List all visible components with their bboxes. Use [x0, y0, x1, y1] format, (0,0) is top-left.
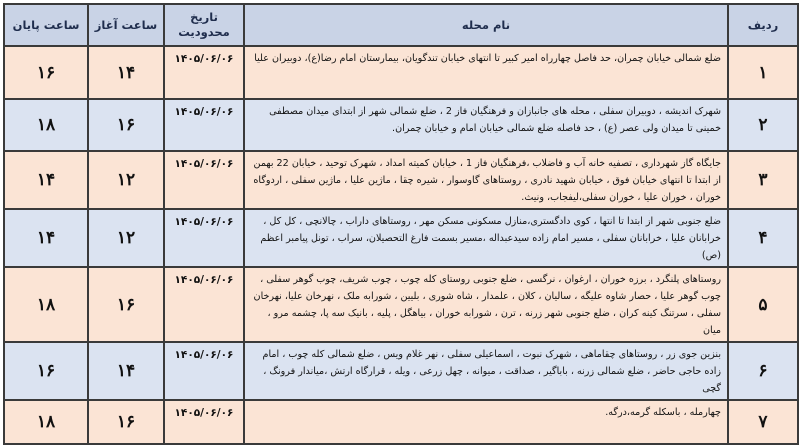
header-area: نام محله: [244, 4, 728, 46]
end-hour: ۱۶: [4, 46, 88, 99]
end-hour: ۱۴: [4, 209, 88, 267]
restriction-date: ۱۴۰۵/۰۶/۰۶: [164, 151, 244, 209]
area-description: شهرک اندیشه ، دوبیران سفلی ، محله های جانبازان و فرهنگیان فاز 2 ، ضلع شمالی شهر از ابتدای میدان مصطفی خمینی تا میدان ولی عصر (ع) ، حد فاصله ضلع شمالی خیابان امام و خیابان چمران.: [244, 99, 728, 151]
start-hour: ۱۲: [88, 151, 164, 209]
end-hour: ۱۸: [4, 400, 88, 444]
table-row: [4, 342, 798, 400]
table-row: [4, 400, 798, 444]
header-date: تاریخ محدودیت: [164, 4, 244, 46]
row-number: ۶: [728, 342, 798, 400]
table-row: [4, 99, 798, 151]
restriction-date: ۱۴۰۵/۰۶/۰۶: [164, 209, 244, 267]
area-description: بنزین جوی زر ، روستاهای چقاماهی ، شهرک نبوت ، اسماعیلی سفلی ، نهر غلام ویس ، ضلع شمالی کله چوب ، امام زاده حاجی حاضر ، ضلع شمالی زرنه ، باباگیر ، صداقت ، میوانه ، چهل زرعی ، ویله ، قرارگاه ارتش ،میاندار فرونگ ، گچی: [244, 342, 728, 400]
area-description: چهارمله ، باسکله گرمه،درگه.: [244, 400, 728, 444]
header-end: ساعت پایان: [4, 4, 88, 46]
row-number: ۳: [728, 151, 798, 209]
start-hour: ۱۶: [88, 267, 164, 342]
end-hour: ۱۸: [4, 267, 88, 342]
restriction-date: ۱۴۰۵/۰۶/۰۶: [164, 267, 244, 342]
outage-schedule: [3, 3, 797, 432]
end-hour: ۱۴: [4, 151, 88, 209]
area-description: ضلع جنوبی شهر از ابتدا تا انتها ، کوی دادگستری،منازل مسکونی مسکن مهر ، روستاهای داراب ، چالانچی ، کل کل ، خرابانان علیا ، خرابانان سفلی ، مسیر امام زاده سیدعبداله ،مسیر بسمت فارغ التحصیلان، سراب ، تونل پیامبر اعظم (ص): [244, 209, 728, 267]
start-hour: ۱۴: [88, 342, 164, 400]
restriction-date: ۱۴۰۵/۰۶/۰۶: [164, 342, 244, 400]
table-header-row: [4, 4, 798, 46]
table-row: [4, 46, 798, 99]
table-row: [4, 151, 798, 209]
restriction-date: ۱۴۰۵/۰۶/۰۶: [164, 46, 244, 99]
area-description: ضلع شمالی خیابان چمران، حد فاصل چهارراه امیر کبیر تا انتهای خیابان تندگویان، بیمارستان امام رضا(ع)، دوبیران علیا: [244, 46, 728, 99]
start-hour: ۱۶: [88, 99, 164, 151]
row-number: ۲: [728, 99, 798, 151]
end-hour: ۱۸: [4, 99, 88, 151]
table-row: [4, 209, 798, 267]
restriction-date: ۱۴۰۵/۰۶/۰۶: [164, 99, 244, 151]
end-hour: ۱۶: [4, 342, 88, 400]
start-hour: ۱۲: [88, 209, 164, 267]
area-description: روستاهای پلنگرد ، برزه خوران ، ارغوان ، نرگسی ، ضلع جنوبی روستای کله چوب ، چوب شریف، چوب گوهر سفلی ، چوب گوهر علیا ، حصار شاوه علیگه ، سالیان ، کلان ، علمدار ، شاه شوری ، بلیین ، شورابه ملک ، نهرخان علیا، نهرخان سفلی ، سرتنگ کینه کران ، ضلع جنوبی شهر زرنه ، ترن ، شورابه خوران ، بیاهگل ، پلیه ، بانیک سه پا، چشمه مرو ، میان: [244, 267, 728, 342]
start-hour: ۱۴: [88, 46, 164, 99]
row-number: ۷: [728, 400, 798, 444]
row-number: ۴: [728, 209, 798, 267]
header-row-no: ردیف: [728, 4, 798, 46]
row-number: ۵: [728, 267, 798, 342]
start-hour: ۱۶: [88, 400, 164, 444]
header-start: ساعت آغاز: [88, 4, 164, 46]
outage-table: [3, 3, 799, 445]
restriction-date: ۱۴۰۵/۰۶/۰۶: [164, 400, 244, 444]
row-number: ۱: [728, 46, 798, 99]
table-row: [4, 267, 798, 342]
area-description: جایگاه گاز شهرداری ، تصفیه خانه آب و فاضلاب ،فرهنگیان فاز 1 ، خیابان کمیته امداد ، شهرک توحید ، خیابان 22 بهمن از ابتدا تا انتهای خیابان فوق ، خیابان شهید نادری ، روستاهای گاوسوار ، شیره چقا ، ماژین علیا ، ماژین سفلی ، اردوگاه خوران ، خوران علیا ، خوران سفلی،لیفجاب، ونیث.: [244, 151, 728, 209]
